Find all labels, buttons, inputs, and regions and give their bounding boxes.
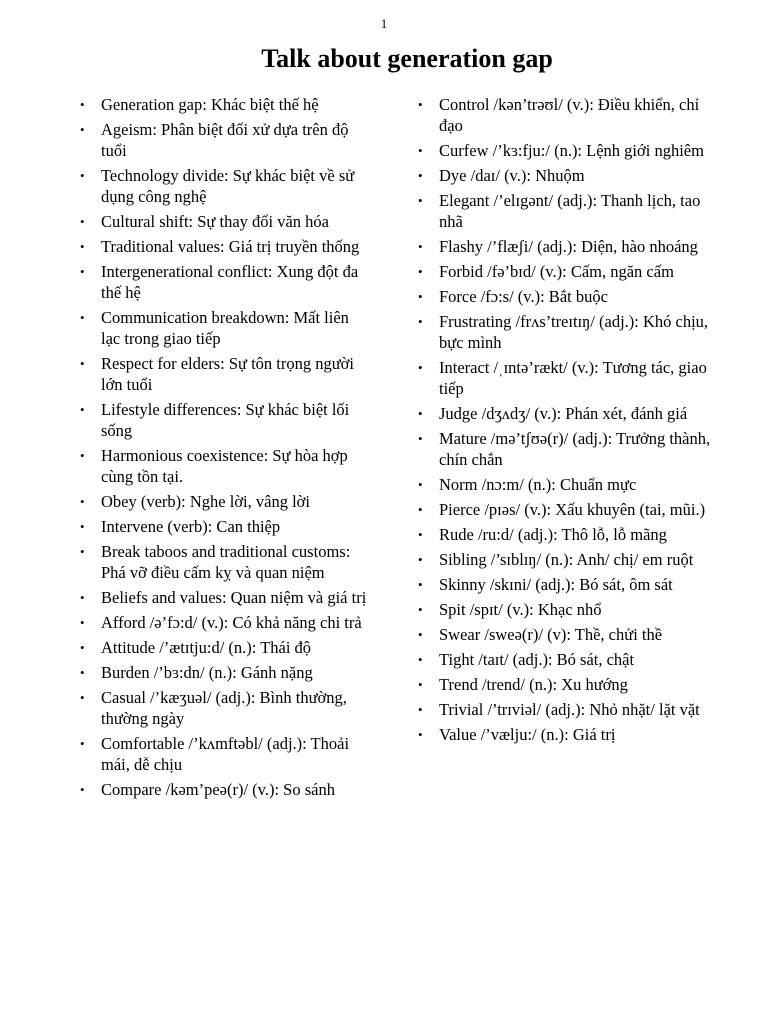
vocabulary-item-text: Curfew /’kɜ:fju:/ (n.): Lệnh giới nghiêm (439, 141, 704, 160)
vocabulary-item (80, 733, 370, 775)
vocabulary-item-text: Cultural shift: Sự thay đổi văn hóa (101, 212, 330, 231)
vocabulary-item (418, 165, 718, 186)
vocabulary-item-text: Forbid /fə’bɪd/ (v.): Cấm, ngăn cấm (439, 262, 674, 281)
bullet-icon: • (418, 702, 423, 717)
vocabulary-item (80, 94, 370, 115)
bullet-icon: • (418, 193, 423, 208)
bullet-icon: • (80, 448, 85, 463)
vocabulary-item (80, 445, 370, 487)
bullet-icon: • (80, 690, 85, 705)
bullet-icon: • (80, 736, 85, 751)
vocabulary-item-text: Harmonious coexistence: Sự hòa hợp cùng tồn tại. (101, 446, 348, 486)
vocabulary-item (80, 491, 370, 512)
vocabulary-item (418, 524, 718, 545)
vocabulary-item-text: Force /fɔ:s/ (v.): Bắt buộc (439, 287, 608, 306)
vocabulary-item-text: Attitude /’ætɪtju:d/ (n.): Thái độ (101, 638, 312, 657)
vocabulary-item-text: Ageism: Phân biệt đối xử dựa trên độ tuổi (101, 120, 349, 160)
bullet-icon: • (418, 627, 423, 642)
vocabulary-item (418, 403, 718, 424)
bullet-icon: • (418, 289, 423, 304)
vocabulary-list-right (418, 94, 718, 749)
vocabulary-item-text: Flashy /’flæʃi/ (adj.): Diện, hào nhoáng (439, 237, 698, 256)
bullet-icon: • (80, 494, 85, 509)
bullet-icon: • (80, 590, 85, 605)
vocabulary-item-text: Casual /’kæʒuəl/ (adj.): Bình thường, thường ngày (101, 688, 347, 728)
bullet-icon: • (80, 665, 85, 680)
vocabulary-item (418, 574, 718, 595)
vocabulary-item (418, 190, 718, 232)
bullet-icon: • (418, 264, 423, 279)
vocabulary-item-text: Norm /nɔ:m/ (n.): Chuẩn mực (439, 475, 637, 494)
bullet-icon: • (80, 239, 85, 254)
vocabulary-item-text: Comfortable /’kʌmftəbl/ (adj.): Thoải mái, dễ chịu (101, 734, 350, 774)
vocabulary-item (80, 637, 370, 658)
bullet-icon: • (80, 122, 85, 137)
vocabulary-item-text: Respect for elders: Sự tôn trọng người lớn tuổi (101, 354, 354, 394)
bullet-icon: • (80, 615, 85, 630)
vocabulary-item-text: Intervene (verb): Can thiệp (101, 517, 281, 536)
bullet-icon: • (418, 502, 423, 517)
vocabulary-item-text: Beliefs and values: Quan niệm và giá trị (101, 588, 367, 607)
vocabulary-item (418, 549, 718, 570)
vocabulary-item (80, 399, 370, 441)
document-title: Talk about generation gap (261, 44, 553, 73)
bullet-icon: • (80, 782, 85, 797)
vocabulary-item (80, 687, 370, 729)
vocabulary-item (80, 779, 370, 800)
bullet-icon: • (80, 168, 85, 183)
vocabulary-item-text: Trivial /’trɪviəl/ (adj.): Nhỏ nhặt/ lặt vặt (439, 700, 700, 719)
bullet-icon: • (418, 431, 423, 446)
vocabulary-item-text: Interact /ˌɪntə’rækt/ (v.): Tương tác, giao tiếp (439, 358, 707, 398)
vocabulary-item (418, 261, 718, 282)
vocabulary-item (80, 165, 370, 207)
bullet-icon: • (418, 97, 423, 112)
vocabulary-item-text: Mature /mə’tʃʊə(r)/ (adj.): Trưởng thành, chín chắn (439, 429, 711, 469)
vocabulary-item-text: Burden /’bɜ:dn/ (n.): Gánh nặng (101, 663, 313, 682)
vocabulary-item-text: Elegant /’elɪgənt/ (adj.): Thanh lịch, tao nhã (439, 191, 701, 231)
vocabulary-item (418, 699, 718, 720)
vocabulary-item (80, 541, 370, 583)
vocabulary-item-text: Communication breakdown: Mất liên lạc trong giao tiếp (101, 308, 349, 348)
vocabulary-item-text: Traditional values: Giá trị truyền thống (101, 237, 360, 256)
bullet-icon: • (418, 652, 423, 667)
bullet-icon: • (418, 168, 423, 183)
vocabulary-item (418, 286, 718, 307)
vocabulary-item-text: Spit /spɪt/ (v.): Khạc nhổ (439, 600, 602, 619)
bullet-icon: • (418, 577, 423, 592)
bullet-icon: • (418, 360, 423, 375)
vocabulary-item-text: Trend /trend/ (n.): Xu hướng (439, 675, 628, 694)
vocabulary-item (418, 624, 718, 645)
vocabulary-item (80, 119, 370, 161)
bullet-icon: • (80, 214, 85, 229)
vocabulary-item (80, 236, 370, 257)
vocabulary-item (418, 599, 718, 620)
vocabulary-list-left (80, 94, 370, 804)
vocabulary-item-text: Frustrating /frʌs’treɪtɪŋ/ (adj.): Khó chịu, bực mình (439, 312, 709, 352)
vocabulary-item-text: Intergenerational conflict: Xung đột đa thế hệ (101, 262, 359, 302)
vocabulary-item-text: Dye /daɪ/ (v.): Nhuộm (439, 166, 585, 185)
bullet-icon: • (80, 640, 85, 655)
vocabulary-item (418, 499, 718, 520)
vocabulary-item-text: Tight /taɪt/ (adj.): Bó sát, chật (439, 650, 635, 669)
vocabulary-item (80, 307, 370, 349)
vocabulary-item (418, 674, 718, 695)
page-number: 1 (380, 16, 388, 31)
vocabulary-item (80, 211, 370, 232)
bullet-icon: • (80, 356, 85, 371)
vocabulary-item (80, 587, 370, 608)
vocabulary-item-text: Compare /kəm’peə(r)/ (v.): So sánh (101, 780, 335, 799)
vocabulary-item (418, 94, 718, 136)
vocabulary-item (418, 357, 718, 399)
vocabulary-item (418, 474, 718, 495)
vocabulary-item-text: Generation gap: Khác biệt thế hệ (101, 95, 319, 114)
bullet-icon: • (418, 527, 423, 542)
vocabulary-item (418, 311, 718, 353)
vocabulary-item (418, 428, 718, 470)
bullet-icon: • (80, 544, 85, 559)
vocabulary-item-text: Technology divide: Sự khác biệt về sử dụng công nghệ (101, 166, 355, 206)
bullet-icon: • (80, 97, 85, 112)
vocabulary-item-text: Pierce /pɪəs/ (v.): Xấu khuyên (tai, mũi.) (439, 500, 706, 519)
bullet-icon: • (418, 677, 423, 692)
bullet-icon: • (418, 602, 423, 617)
vocabulary-item (418, 140, 718, 161)
vocabulary-item (80, 353, 370, 395)
vocabulary-item-text: Sibling /’sɪblɪŋ/ (n.): Anh/ chị/ em ruột (439, 550, 694, 569)
vocabulary-item (418, 649, 718, 670)
vocabulary-item (418, 236, 718, 257)
bullet-icon: • (80, 264, 85, 279)
bullet-icon: • (80, 310, 85, 325)
bullet-icon: • (418, 406, 423, 421)
vocabulary-item-text: Rude /ru:d/ (adj.): Thô lỗ, lỗ mãng (439, 525, 667, 544)
bullet-icon: • (418, 477, 423, 492)
vocabulary-item (80, 516, 370, 537)
vocabulary-item-text: Break taboos and traditional customs: Phá vỡ điều cấm kỵ và quan niệm (101, 542, 351, 582)
bullet-icon: • (418, 239, 423, 254)
vocabulary-item (80, 612, 370, 633)
bullet-icon: • (418, 727, 423, 742)
vocabulary-item (80, 662, 370, 683)
bullet-icon: • (80, 402, 85, 417)
vocabulary-item-text: Judge /dʒʌdʒ/ (v.): Phán xét, đánh giá (439, 404, 688, 423)
vocabulary-item-text: Obey (verb): Nghe lời, vâng lời (101, 492, 310, 511)
bullet-icon: • (418, 552, 423, 567)
bullet-icon: • (418, 143, 423, 158)
bullet-icon: • (80, 519, 85, 534)
vocabulary-item-text: Swear /sweə(r)/ (v): Thề, chửi thề (439, 625, 663, 644)
vocabulary-item-text: Lifestyle differences: Sự khác biệt lối sống (101, 400, 350, 440)
bullet-icon: • (418, 314, 423, 329)
vocabulary-item (80, 261, 370, 303)
vocabulary-item-text: Skinny /skɪni/ (adj.): Bó sát, ôm sát (439, 575, 673, 594)
vocabulary-item-text: Afford /ə’fɔ:d/ (v.): Có khả năng chi trả (101, 613, 362, 632)
vocabulary-item-text: Value /’vælju:/ (n.): Giá trị (439, 725, 616, 744)
vocabulary-item (418, 724, 718, 745)
vocabulary-item-text: Control /kən’trəʊl/ (v.): Điều khiển, chỉ đạo (439, 95, 700, 135)
